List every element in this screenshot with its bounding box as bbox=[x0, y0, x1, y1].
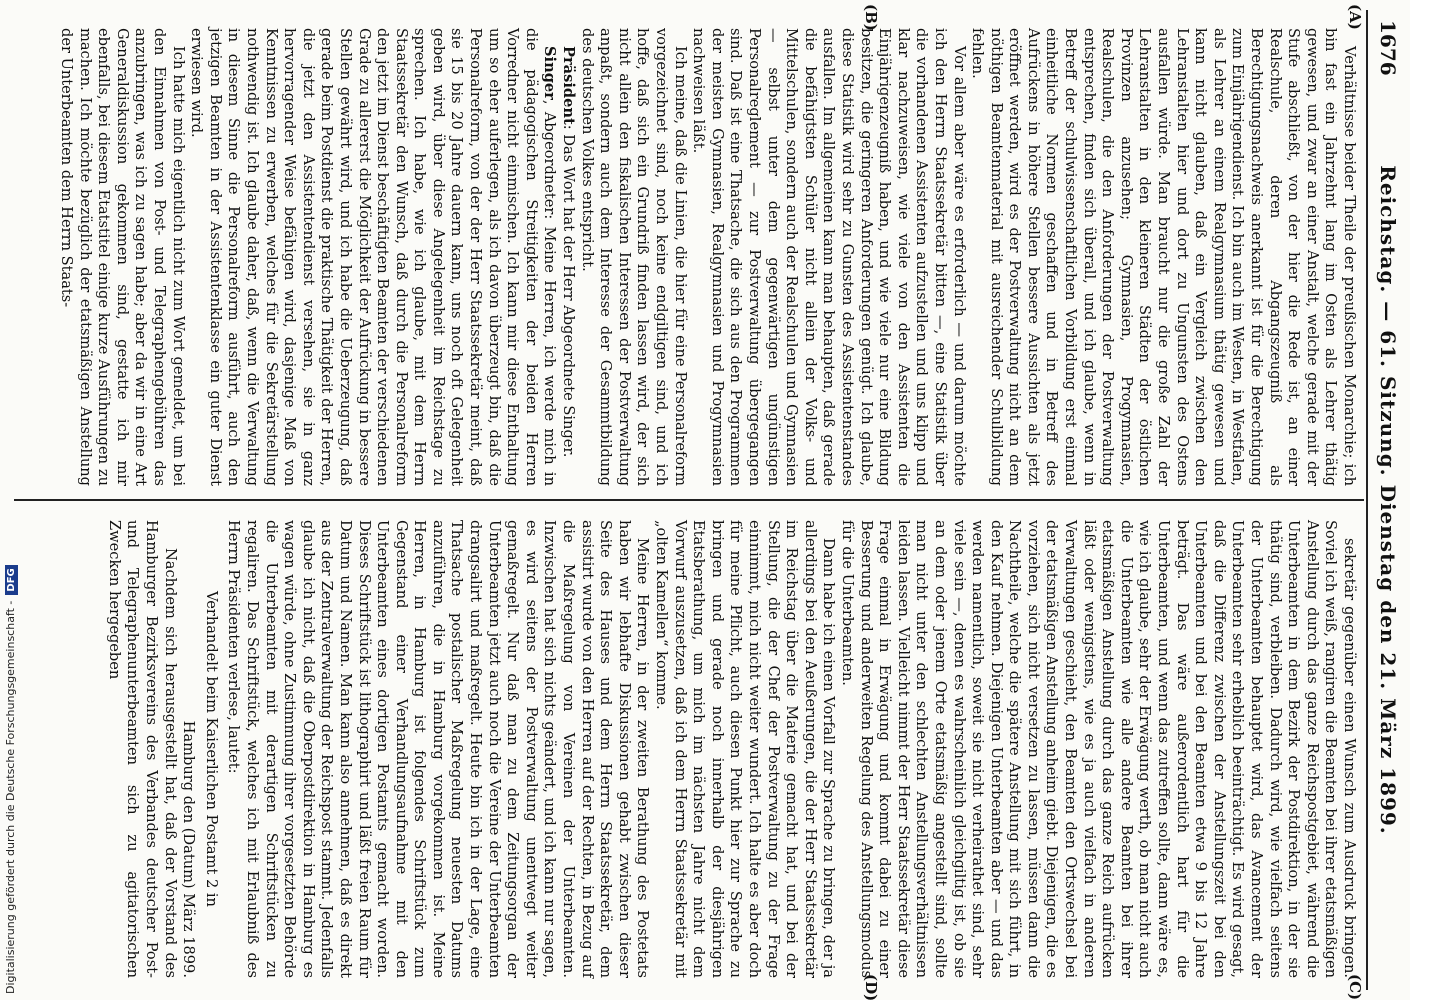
left-paragraph: Verhältnisse beider Theile der preußischen Monarchie; ich bin fast ein Jahrzehnt lang im Osten als Lehrer thätig gewesen, und zwar an einer Anstalt, welche gerade mit der Stufe abschließt, von der hier die Rede ist, an einer Realschule, deren Abgangszeugniß als Berechtigungsnachweis anerkannt ist für die Berechtigung zum Einjährigendienst. Ich bin auch im Westen, in Westfalen, als Lehrer an einem Realgymnasium thätig gewesen und kann nicht glauben, daß ein Vergleich zwischen den Lehranstalten hier und dort zu Ungunsten des Ostens ausfallen würde. Man braucht nur die große Zahl der Lehranstalten in den kleineren Städten der östlichen Provinzen anzusehen; Gymnasien, Progymnasien, Realschulen, die den Anforderungen der Postverwaltung entsprechen, finden sich überall, und ich glaube, wenn in Betreff der schulwissenschaftlichen Vorbildung erst einmal einheitliche Normen geschaffen und in Betreff des Aufrückens in höhere Stellen bessere Aussichten als jetzt eröffnet werden, wird es der Postverwaltung nicht an dem nöthigen Beamtenmaterial mit ausreichender Schulbildung fehlen. bbox=[969, 28, 1358, 486]
left-paragraph: Ich hatte mich eigentlich nicht zum Wort gemeldet, um bei den Einnahmen von Post- und Telegraphengebühren das anzubringen, was ich zu sagen habe; aber da wir in eine Art Generaldiskussion gekommen sind, gestatte ich mir ebenfalls, bei diesem Etatstitel einige kurze Ausführungen zu machen. Ich möchte bezüglich der etatsmäßigen Anstellung der Unterbeamten dem Herrn Staats- bbox=[58, 28, 187, 486]
margin-marker-b: (B) bbox=[862, 4, 880, 31]
column-separator bbox=[14, 499, 1364, 501]
margin-marker-c: (C) bbox=[1346, 974, 1364, 1001]
right-paragraph: Meine Herren, in der zweiten Berathung des Postetats haben wir lebhafte Diskussionen gehabt zwischen dieser Seite des Hauses und dem Herrn Staatssekretär, dem assistirt wurde von den Herren auf der Rechten, in Bezug auf die Maßregelung von Vereinen der Unterbeamten. Inzwischen hat sich nichts geändert, und ich kann nur sagen, es wird seitens der Postverwaltung unentwegt weiter gemaßregelt. Nur daß man zu dem Zeitungsorgan der Unterbeamten jetzt auch noch die Vereine der Unterbeamten drangsalirt und maßregelt. Heute bin ich in der Lage, eine Thatsache postalischer Maßregelung neuesten Datums anzuführen, die in Hamburg vorgekommen ist. Meine Herren, in Hamburg ist folgendes Schriftstück zum Gegenstand einer Verhandlungsaufnahme mit den Unterbeamten eines dortigen Postamts gemacht worden. Dieses Schriftstück ist lithographirt und läßt freien Raum für Datum und Namen. Man kann also annehmen, daß es direkt aus der Zentralverwaltung der Reichspost stammt. Jedenfalls glaube ich nicht, daß die Oberpostdirektion in Hamburg es wagen würde, ohne Zustimmung ihrer vorgesetzten Behörde die Unterbeamten mit derartigen Schriftstücken zu regaliren. Das Schriftstück, welches ich mit Erlaubniß des Herrn Präsidenten verlese, lautet: bbox=[225, 520, 652, 978]
right-text-column bbox=[104, 520, 1358, 978]
speaker-name: Singer bbox=[541, 46, 559, 100]
dfg-logo: DFG bbox=[5, 565, 18, 594]
margin-marker-a: (A) bbox=[1346, 4, 1364, 30]
page-header bbox=[1370, 20, 1404, 980]
page-number: 1676 bbox=[1376, 20, 1400, 76]
left-paragraph: Präsident: Das Wort hat der Herr Abgeordnete Singer. bbox=[560, 46, 578, 458]
right-paragraph: Verhandelt beim Kaiserlichen Postamt 2 in bbox=[202, 591, 220, 907]
right-paragraph: sekretär gegenüber einen Wunsch zum Ausdruck bringen. Soviel ich weiß, rangiren die Beamten bei ihrer etatsmäßigen Anstellung durch das ganze Reichspostgebiet, während die Unterbeamten in dem Bezirk der Postdirektion, in der sie thätig sind, verbleiben. Dadurch wird, wie vielfach seitens der Unterbeamten behauptet wird, das Avancement der Unterbeamten sehr erheblich beeinträchtigt. Es wird gesagt, daß die Differenz zwischen der Anstellungszeit bei den Unterbeamten und bei den Beamten etwa 9 bis 12 Jahre beträgt. Das wäre außerordentlich hart für die Unterbeamten, und wenn das zutreffen sollte, dann wäre es, wie ich glaube, sehr der Erwägung werth, ob man nicht auch die Unterbeamten wie alle andere Beamten bei ihrer etatsmäßigen Anstellung durch das ganze Reich aufrücken läßt oder wenigstens, wie es ja auch vielfach in anderen Verwaltungen geschieht, den Beamten den Ortswechsel bei der etatsmäßigen Anstellung anheim giebt. Diejenigen, die es vorziehen, sich nicht versetzen zu lassen, müssen dann die Nachtheile, welche die spätere Anstellung mit sich führt, in den Kauf nehmen. Diejenigen Unterbeamten aber — und das werden namentlich, soweit sie nicht verheirathet sind, sehr viele sein —, denen es wahrscheinlich gleichgiltig ist, ob sie an dem oder jenem Orte etatsmäßig angestellt sind, sollte man nicht unter den schlechten Anstellungsverhältnissen leiden lassen. Vielleicht nimmt der Herr Staatssekretär diese Frage einmal in Erwägung und kommt dabei zu einer Besserung und anderweiten Regelung des Anstellungsmodus für die Unterbeamten. bbox=[838, 520, 1358, 978]
left-paragraph: Vor allem aber wäre es erforderlich — und darum möchte ich den Herrn Staatssekretär bitten —, eine Statistik über die vorhandenen Assistenten aufzustellen und uns klipp und klar nachzuweisen, wie viele von den Assistenten die Einjährigenzeugniß haben, und wie viele nur eine Bildung besitzen, die geringeren Anforderungen genügt. Ich glaube, diese Statistik wird sehr zu Gunsten des Assistentenstandes ausfallen. Im allgemeinen kann man behaupten, daß gerade die befähigtsten Schüler nicht allein der Volks- und Mittelschulen, sondern auch der Realschulen und Gymnasien — selbst unter dem gegenwärtigen ungünstigen Personalreglement — zur Postverwaltung übergegangen sind. Daß ist eine Thatsache, die sich aus den Programmen der meisten Gymnasien, Realgymnasien und Progymnasien nachweisen läßt. bbox=[690, 28, 968, 486]
right-paragraph: Dann habe ich einen Vorfall zur Sprache zu bringen, der ja allerdings bei den Aeußerungen, die der Herr Staatssekretär im Reichstag über die Materie gemacht hat, und bei der Stellung, die der Chef der Postverwaltung zu der Frage einnimmt, mich nicht weiter wundert. Ich halte es aber doch für meine Pflicht, auch diesen Punkt hier zur Sprache zu bringen und gerade noch innerhalb der diesjährigen Etatsberathung, um mich im nächsten Jahre nicht dem Vorwurf auszusetzen, daß ich dem Herrn Staatssekretär mit „olten Kamellen“ komme. bbox=[653, 520, 838, 978]
right-paragraph: Nachdem sich herausgestellt hat, daß der Vorstand des Hamburger Bezirksvereins des Verbandes deutscher Post- und Telegraphenunterbeamten sich zu agitatorischen Zwecken hergegeben bbox=[105, 520, 179, 978]
header-rule bbox=[1366, 10, 1368, 990]
left-paragraph: Singer, Abgeordneter: Meine Herren, ich werde mich in die pädagogischen Streitigkeiten der beiden Herren Vorredner nicht einmischen. Ich kann mir diese Enthaltung um so eher auferlegen, als ich davon überzeugt bin, daß die Personalreform, von der der Herr Staatssekretär meint, daß sie 15 bis 20 Jahre dauern kann, uns noch oft Gelegenheit geben wird, über diese Angelegenheit im Reichstage zu sprechen. Ich habe, wie ich glaube, mit dem Herrn Staatssekretär den Wunsch, daß durch die Personalreform den jetzt im Dienst beschäftigten Beamten der verschiedenen Grade zu allererst die Möglichkeit der Aufrückung in bessere Stellen gewährt wird, und ich habe die Ueberzeugung, daß gerade beim Postdienst die praktische Thätigkeit der Herren, die jetzt den Assistentendienst versehen, sie in ganz hervorragender Weise befähigen wird, dasjenige Maß von Kenntnissen zu erwerben, welches für die Sekretärstellung nothwendig ist. Ich glaube daher, daß, wenn die Verwaltung in diesem Sinne die Personalreform ausführt, auch den jetzigen Beamten in der Assistentenklasse ein guter Dienst erwiesen wird. bbox=[188, 28, 559, 487]
left-text-column bbox=[56, 28, 1358, 486]
right-paragraph: Hamburg den (Datum) März 1899. bbox=[180, 720, 198, 978]
page-title: Reichstag. — 61. Sitzung. Dienstag den 21. März 1899. bbox=[1376, 165, 1400, 835]
left-paragraph: Ich meine, daß die Linien, die hier für eine Personalreform vorgezeichnet sind, noch keine endgiltigen sind, und ich hoffe, daß sich ein Grundriß finden lassen wird, der sich nicht allein den fiskalischen Interessen der Postverwaltung anpaßt, sondern auch dem Interesse der Gesammtbildung des deutschen Volkes entspricht. bbox=[578, 28, 689, 486]
speaker-name: Präsident bbox=[560, 46, 578, 125]
digitization-credit: Digitalisierung gefördert durch die Deutsche Forschungsgemeinschaft - bbox=[4, 600, 17, 994]
margin-marker-d: (D) bbox=[862, 974, 880, 1001]
dfg-sidebar bbox=[2, 4, 24, 994]
